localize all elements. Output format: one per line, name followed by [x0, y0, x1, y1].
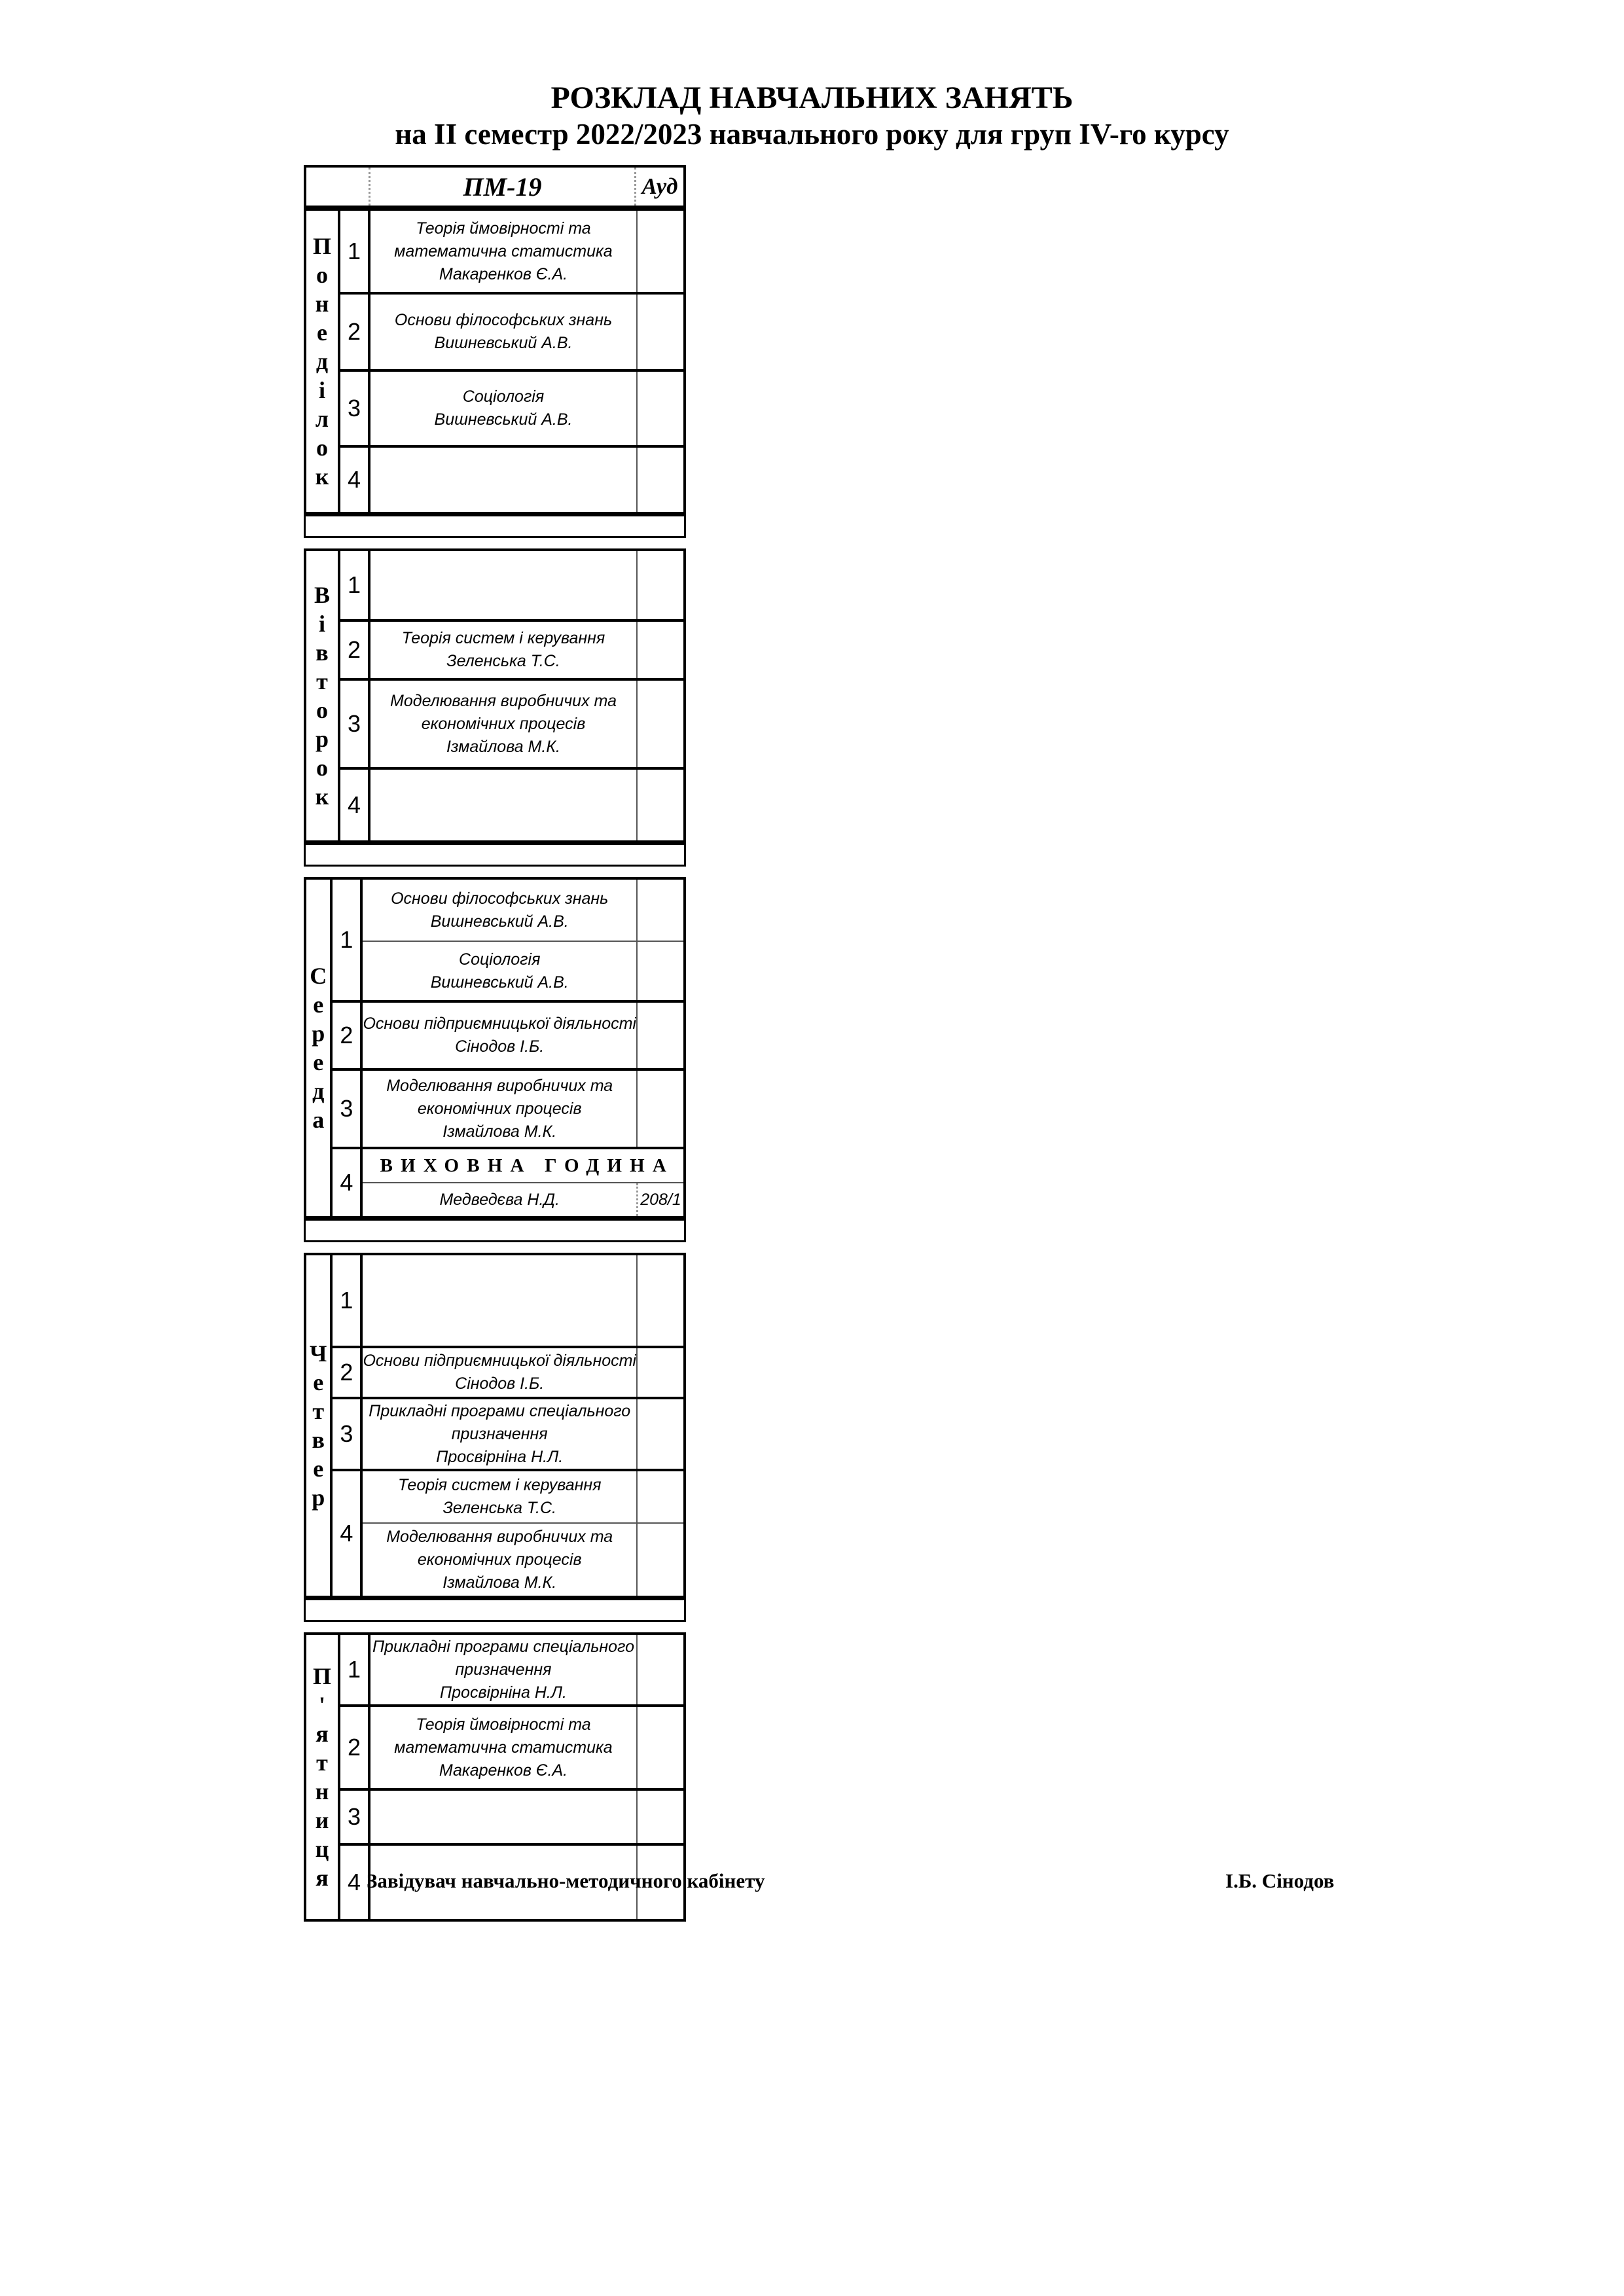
title-line-2: на ІІ семестр 2022/2023 навчального року для груп ІV-го курсу [395, 118, 1229, 151]
subject-cell [363, 1003, 636, 1068]
schedule-table [304, 165, 686, 1922]
lesson-line: призначення [455, 1660, 552, 1679]
lesson-cell [363, 1348, 683, 1397]
day-label [306, 211, 340, 512]
lesson-cell [363, 1182, 683, 1216]
aud-cell [636, 1003, 683, 1068]
lesson-number-cell: 4 [340, 448, 370, 512]
subject-cell [370, 211, 636, 292]
lesson-row [340, 1704, 683, 1788]
day-label-letter: Ч [310, 1340, 327, 1367]
subject-cell [370, 770, 636, 840]
footer-signature: І.Б. Сінодов [1225, 1869, 1335, 1892]
subject-cell [363, 1471, 636, 1522]
lesson-content [363, 1348, 683, 1397]
lesson-row [333, 1000, 683, 1068]
lesson-line: математична статистика [394, 1738, 613, 1757]
lesson-line: призначення [451, 1424, 548, 1443]
lesson-line: Вишневський А.В. [434, 410, 573, 429]
lesson-number-cell: 3 [340, 1791, 370, 1843]
day-label-letter: н [315, 291, 329, 317]
lesson-line: Сінодов І.Б. [455, 1037, 545, 1056]
subject-cell [370, 1635, 636, 1704]
event-title-cell [363, 1149, 683, 1182]
lesson-line: Прикладні програми спеціального [369, 1401, 631, 1420]
lesson-line: Теорія систем і керування [397, 1476, 602, 1494]
day-label-letter: е [313, 1049, 324, 1075]
subject-cell [363, 1348, 636, 1397]
lesson-cell [370, 1791, 683, 1843]
day-label-letter: т [312, 1398, 325, 1424]
aud-cell [636, 1071, 683, 1147]
aud-cell [636, 211, 683, 292]
lesson-cell [370, 295, 683, 369]
day-label-letter: в [316, 639, 329, 666]
lesson-row [340, 551, 683, 619]
subject-cell [363, 1399, 636, 1469]
lesson-number-cell: 4 [340, 770, 370, 840]
lesson-line: Теорія ймовірності та [416, 219, 591, 238]
lesson-number-cell: 4 [333, 1149, 363, 1216]
lesson-number-cell: 3 [340, 681, 370, 767]
aud-cell [636, 448, 683, 512]
lesson-cell [363, 1255, 683, 1346]
lesson-row [340, 292, 683, 369]
lesson-line: Моделювання виробничих та [386, 1076, 613, 1095]
lesson-content [363, 880, 683, 1000]
aud-cell [636, 1471, 683, 1522]
day-block-1 [304, 208, 686, 514]
lesson-number-cell: 3 [333, 1399, 363, 1469]
aud-cell [636, 372, 683, 445]
day-label-letter: С [310, 963, 327, 989]
lesson-content [370, 1707, 683, 1788]
aud-cell [636, 1635, 683, 1704]
lesson-line: Ізмайлова М.К. [442, 1573, 557, 1592]
lesson-content [363, 1003, 683, 1068]
day-label-letter: т [316, 668, 328, 694]
lesson-line: Ізмайлова М.К. [442, 1122, 557, 1141]
lesson-cell [370, 1707, 683, 1788]
lesson-line: Вишневський А.В. [434, 334, 573, 352]
subject-cell [370, 622, 636, 678]
aud-cell [636, 880, 683, 941]
lesson-cell [370, 622, 683, 678]
lesson-content [370, 448, 683, 512]
day-label-letter: о [316, 755, 328, 781]
lesson-line: Макаренков Є.А. [439, 264, 568, 283]
day-blocks-container [304, 208, 686, 1922]
day-label-letter: ' [318, 1692, 325, 1718]
lesson-number-cell: 2 [340, 295, 370, 369]
day-label-letter: л [315, 406, 329, 432]
lesson-cell [370, 372, 683, 445]
day-label-letter: д [316, 348, 329, 374]
day-label-letter: е [313, 1369, 324, 1395]
day-label-letter: е [317, 319, 327, 346]
lesson-number-cell: 3 [340, 372, 370, 445]
separator-band [304, 1219, 686, 1242]
lesson-row [333, 1147, 683, 1216]
lesson-line: Зеленська Т.С. [446, 652, 560, 670]
lesson-line: Моделювання виробничих та [386, 1527, 613, 1546]
day-label-letter: е [313, 992, 324, 1018]
day-label [306, 1635, 340, 1919]
lesson-cell [363, 941, 683, 1000]
lesson-number-cell: 2 [333, 1348, 363, 1397]
aud-cell [636, 681, 683, 767]
lesson-cell [370, 1635, 683, 1704]
day-label-letter: е [313, 1456, 324, 1482]
day-label-letter: и [315, 1807, 329, 1833]
lesson-cell [370, 770, 683, 840]
lesson-row [340, 619, 683, 678]
lesson-number-cell: 2 [340, 1707, 370, 1788]
day-label-letter: о [316, 262, 328, 288]
day-label-letter: П [312, 1663, 331, 1689]
day-label-letter: В [314, 582, 330, 608]
day-label-letter: ц [315, 1836, 329, 1862]
lesson-number-cell: 4 [333, 1471, 363, 1596]
day-label-letter: н [315, 1778, 329, 1804]
lesson-content [370, 1791, 683, 1843]
day-label-letter: р [315, 726, 329, 752]
day-rows [333, 880, 683, 1216]
day-label [306, 551, 340, 840]
lesson-number-cell: 1 [340, 211, 370, 292]
day-block-4 [304, 1253, 686, 1598]
lesson-cell [370, 551, 683, 619]
day-label-letter: я [316, 1865, 329, 1891]
day-label-letter: і [318, 611, 325, 637]
lesson-line: Макаренков Є.А. [439, 1761, 568, 1780]
lesson-content [370, 295, 683, 369]
lesson-number-cell: 1 [340, 551, 370, 619]
subject-cell [370, 372, 636, 445]
day-rows [333, 1255, 683, 1596]
lesson-row [340, 678, 683, 767]
lesson-line: Ізмайлова М.К. [446, 737, 561, 756]
lesson-content [363, 1149, 683, 1216]
lesson-line: математична статистика [394, 242, 613, 260]
lesson-number-cell: 1 [333, 880, 363, 1000]
lesson-content [370, 1635, 683, 1704]
day-block-2 [304, 548, 686, 843]
day-label-letter: о [316, 697, 328, 723]
lesson-number-cell: 2 [333, 1003, 363, 1068]
lesson-number-cell: 3 [333, 1071, 363, 1147]
header-empty-cell [306, 168, 370, 206]
day-label-letter: р [312, 1484, 325, 1511]
lesson-content [363, 1255, 683, 1346]
lesson-line: Соціологія [459, 950, 541, 969]
day-label-letter: к [315, 463, 329, 490]
lesson-content [370, 372, 683, 445]
lesson-line: Вишневський А.В. [430, 912, 569, 931]
group-header-cell: ПМ-19 [370, 168, 636, 206]
lesson-line: Прикладні програми спеціального [372, 1637, 634, 1656]
lesson-cell [363, 880, 683, 941]
lesson-cell [363, 1071, 683, 1147]
lesson-row [340, 369, 683, 445]
lesson-line: економічних процесів [417, 1550, 582, 1569]
lesson-content [370, 211, 683, 292]
subject-cell [370, 295, 636, 369]
lesson-line: Теорія систем і керування [401, 629, 605, 647]
lesson-content [370, 622, 683, 678]
separator-band [304, 1598, 686, 1622]
day-label-letter: я [316, 1721, 329, 1747]
lesson-cell [370, 448, 683, 512]
lesson-line: економічних процесів [417, 1099, 582, 1118]
lesson-line: Моделювання виробничих та [390, 691, 617, 710]
lesson-row [340, 211, 683, 292]
footer-label: Завідувач навчально-методичного кабінету [367, 1869, 765, 1892]
separator-band [304, 843, 686, 867]
lesson-cell [363, 1399, 683, 1469]
aud-cell [636, 770, 683, 840]
title-line-1: РОЗКЛАД НАВЧАЛЬНИХ ЗАНЯТЬ [550, 81, 1074, 115]
lesson-line: Просвірніна Н.Л. [436, 1447, 564, 1466]
lesson-line: Просвірніна Н.Л. [440, 1683, 567, 1702]
lesson-line: економічних процесів [421, 714, 586, 733]
lesson-cell [370, 681, 683, 767]
subject-cell [363, 1255, 636, 1346]
subject-cell [370, 551, 636, 619]
subject-cell [363, 1071, 636, 1147]
lesson-content [363, 1471, 683, 1596]
table-header-row [304, 165, 686, 208]
subject-cell [363, 942, 636, 1000]
aud-cell [636, 1255, 683, 1346]
lesson-row [333, 880, 683, 1000]
lesson-row [333, 1397, 683, 1469]
lesson-row [340, 767, 683, 840]
separator-band [304, 514, 686, 538]
aud-cell [636, 295, 683, 369]
lesson-row [333, 1255, 683, 1346]
lesson-row [340, 1788, 683, 1843]
aud-cell [636, 1707, 683, 1788]
subject-cell [363, 1183, 636, 1216]
lesson-cell [363, 1003, 683, 1068]
day-label-letter: т [316, 1749, 328, 1776]
lesson-line: Вишневський А.В. [430, 973, 569, 992]
aud-cell [636, 1524, 683, 1596]
aud-cell [636, 942, 683, 1000]
lesson-number-cell: 1 [333, 1255, 363, 1346]
lesson-line: Теорія ймовірності та [416, 1715, 591, 1734]
subject-cell [370, 1707, 636, 1788]
day-label-letter: р [312, 1020, 325, 1047]
lesson-line: Соціологія [462, 387, 545, 406]
lesson-content [363, 1071, 683, 1147]
day-label-letter: о [316, 435, 328, 461]
day-rows [340, 551, 683, 840]
lesson-row [340, 1635, 683, 1704]
document-title [0, 80, 1624, 152]
lesson-row [333, 1346, 683, 1397]
lesson-row [333, 1068, 683, 1147]
lesson-number-cell: 1 [340, 1635, 370, 1704]
day-block-3 [304, 877, 686, 1219]
aud-cell: 208/1 [636, 1183, 683, 1216]
day-label [306, 1255, 333, 1596]
lesson-cell [370, 211, 683, 292]
subject-cell [363, 1524, 636, 1596]
day-rows [340, 211, 683, 512]
day-label-letter: в [312, 1427, 325, 1453]
lesson-cell [363, 1522, 683, 1596]
lesson-line: Сінодов І.Б. [455, 1374, 545, 1393]
subject-cell [370, 681, 636, 767]
aud-cell [636, 551, 683, 619]
subject-cell [370, 448, 636, 512]
day-label-letter: і [318, 377, 325, 403]
lesson-line: Медведєва Н.Д. [439, 1190, 560, 1209]
aud-cell [636, 1348, 683, 1397]
lesson-number-cell: 4 [340, 1846, 370, 1919]
lesson-content [370, 770, 683, 840]
lesson-line: Основи підприємницької діяльності [363, 1014, 636, 1033]
lesson-content [370, 681, 683, 767]
lesson-number-cell: 2 [340, 622, 370, 678]
subject-cell [363, 880, 636, 941]
aud-cell [636, 1791, 683, 1843]
lesson-cell [363, 1149, 683, 1182]
lesson-line: Основи філософських знань [391, 889, 609, 908]
lesson-line: Зеленська Т.С. [442, 1499, 556, 1517]
lesson-row [340, 445, 683, 512]
aud-header-cell: Ауд [641, 173, 678, 199]
lesson-line: ВИХОВНА ГОДИНА [380, 1155, 674, 1176]
lesson-content [363, 1399, 683, 1469]
lesson-row [333, 1469, 683, 1596]
day-label [306, 880, 333, 1216]
day-label-letter: д [312, 1078, 325, 1104]
day-label-letter: П [312, 233, 331, 259]
day-label-letter: а [312, 1107, 325, 1133]
day-label-letter: к [315, 783, 329, 810]
aud-cell [636, 622, 683, 678]
lesson-content [370, 551, 683, 619]
lesson-cell [363, 1471, 683, 1522]
subject-cell [370, 1791, 636, 1843]
lesson-line: Основи філософських знань [394, 311, 613, 329]
lesson-line: Основи підприємницької діяльності [363, 1352, 636, 1370]
aud-cell [636, 1399, 683, 1469]
